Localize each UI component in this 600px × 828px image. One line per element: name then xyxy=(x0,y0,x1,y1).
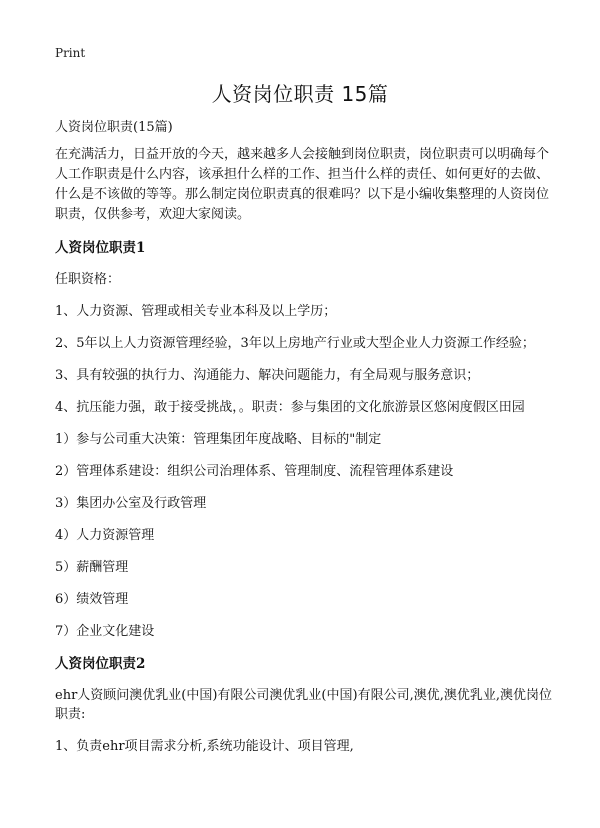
section-paragraph: 4）人力资源管理 xyxy=(55,528,155,543)
section-heading: 人资岗位职责1 xyxy=(55,240,146,256)
section-heading: 人资岗位职责2 xyxy=(55,656,146,672)
document-subtitle: 人资岗位职责(15篇) xyxy=(55,120,173,135)
section-paragraph: 3、具有较强的执行力、沟通能力、解决问题能力，有全局观与服务意识； xyxy=(55,368,480,383)
section-paragraph: 3）集团办公室及行政管理 xyxy=(55,496,207,511)
section-paragraph: 7）企业文化建设 xyxy=(55,624,155,639)
section-paragraph: ehr人资顾问澳优乳业(中国)有限公司澳优乳业(中国)有限公司,澳优,澳优乳业,澳优岗位职责: xyxy=(55,688,552,722)
print-label[interactable]: Print xyxy=(55,46,86,60)
section-paragraph: 2、5年以上人力资源管理经验，3年以上房地产行业或大型企业人力资源工作经验； xyxy=(55,336,535,351)
section-paragraph: 1、负责ehr项目需求分析,系统功能设计、项目管理, xyxy=(55,739,354,754)
section-paragraph: 任职资格： xyxy=(55,272,121,287)
intro-paragraph: 在充满活力，日益开放的今天，越来越多人会接触到岗位职责，岗位职责可以明确每个人工作职责是什么内容，该承担什么样的工作、担当什么样的责任、如何更好的去做、什么是不该做的等等。那么制定岗位职责真的很难吗？以下是小编收集整理的人资岗位职责，仅供参考，欢迎大家阅读。 xyxy=(55,147,550,222)
section-paragraph: 5）薪酬管理 xyxy=(55,560,129,575)
section-paragraph: 1、人力资源、管理或相关专业本科及以上学历； xyxy=(55,304,337,319)
section-paragraph: 2）管理体系建设：组织公司治理体系、管理制度、流程管理体系建设 xyxy=(55,464,454,479)
document-body xyxy=(55,118,555,769)
section-paragraph: 1）参与公司重大决策：管理集团年度战略、目标的"制定 xyxy=(55,432,382,447)
section-paragraph: 6）绩效管理 xyxy=(55,592,129,607)
section-paragraph: 4、抗压能力强，敢于接受挑战，。职责：参与集团的文化旅游景区悠闲度假区田园 xyxy=(55,400,525,415)
page-title: 人资岗位职责 15篇 xyxy=(211,82,389,106)
